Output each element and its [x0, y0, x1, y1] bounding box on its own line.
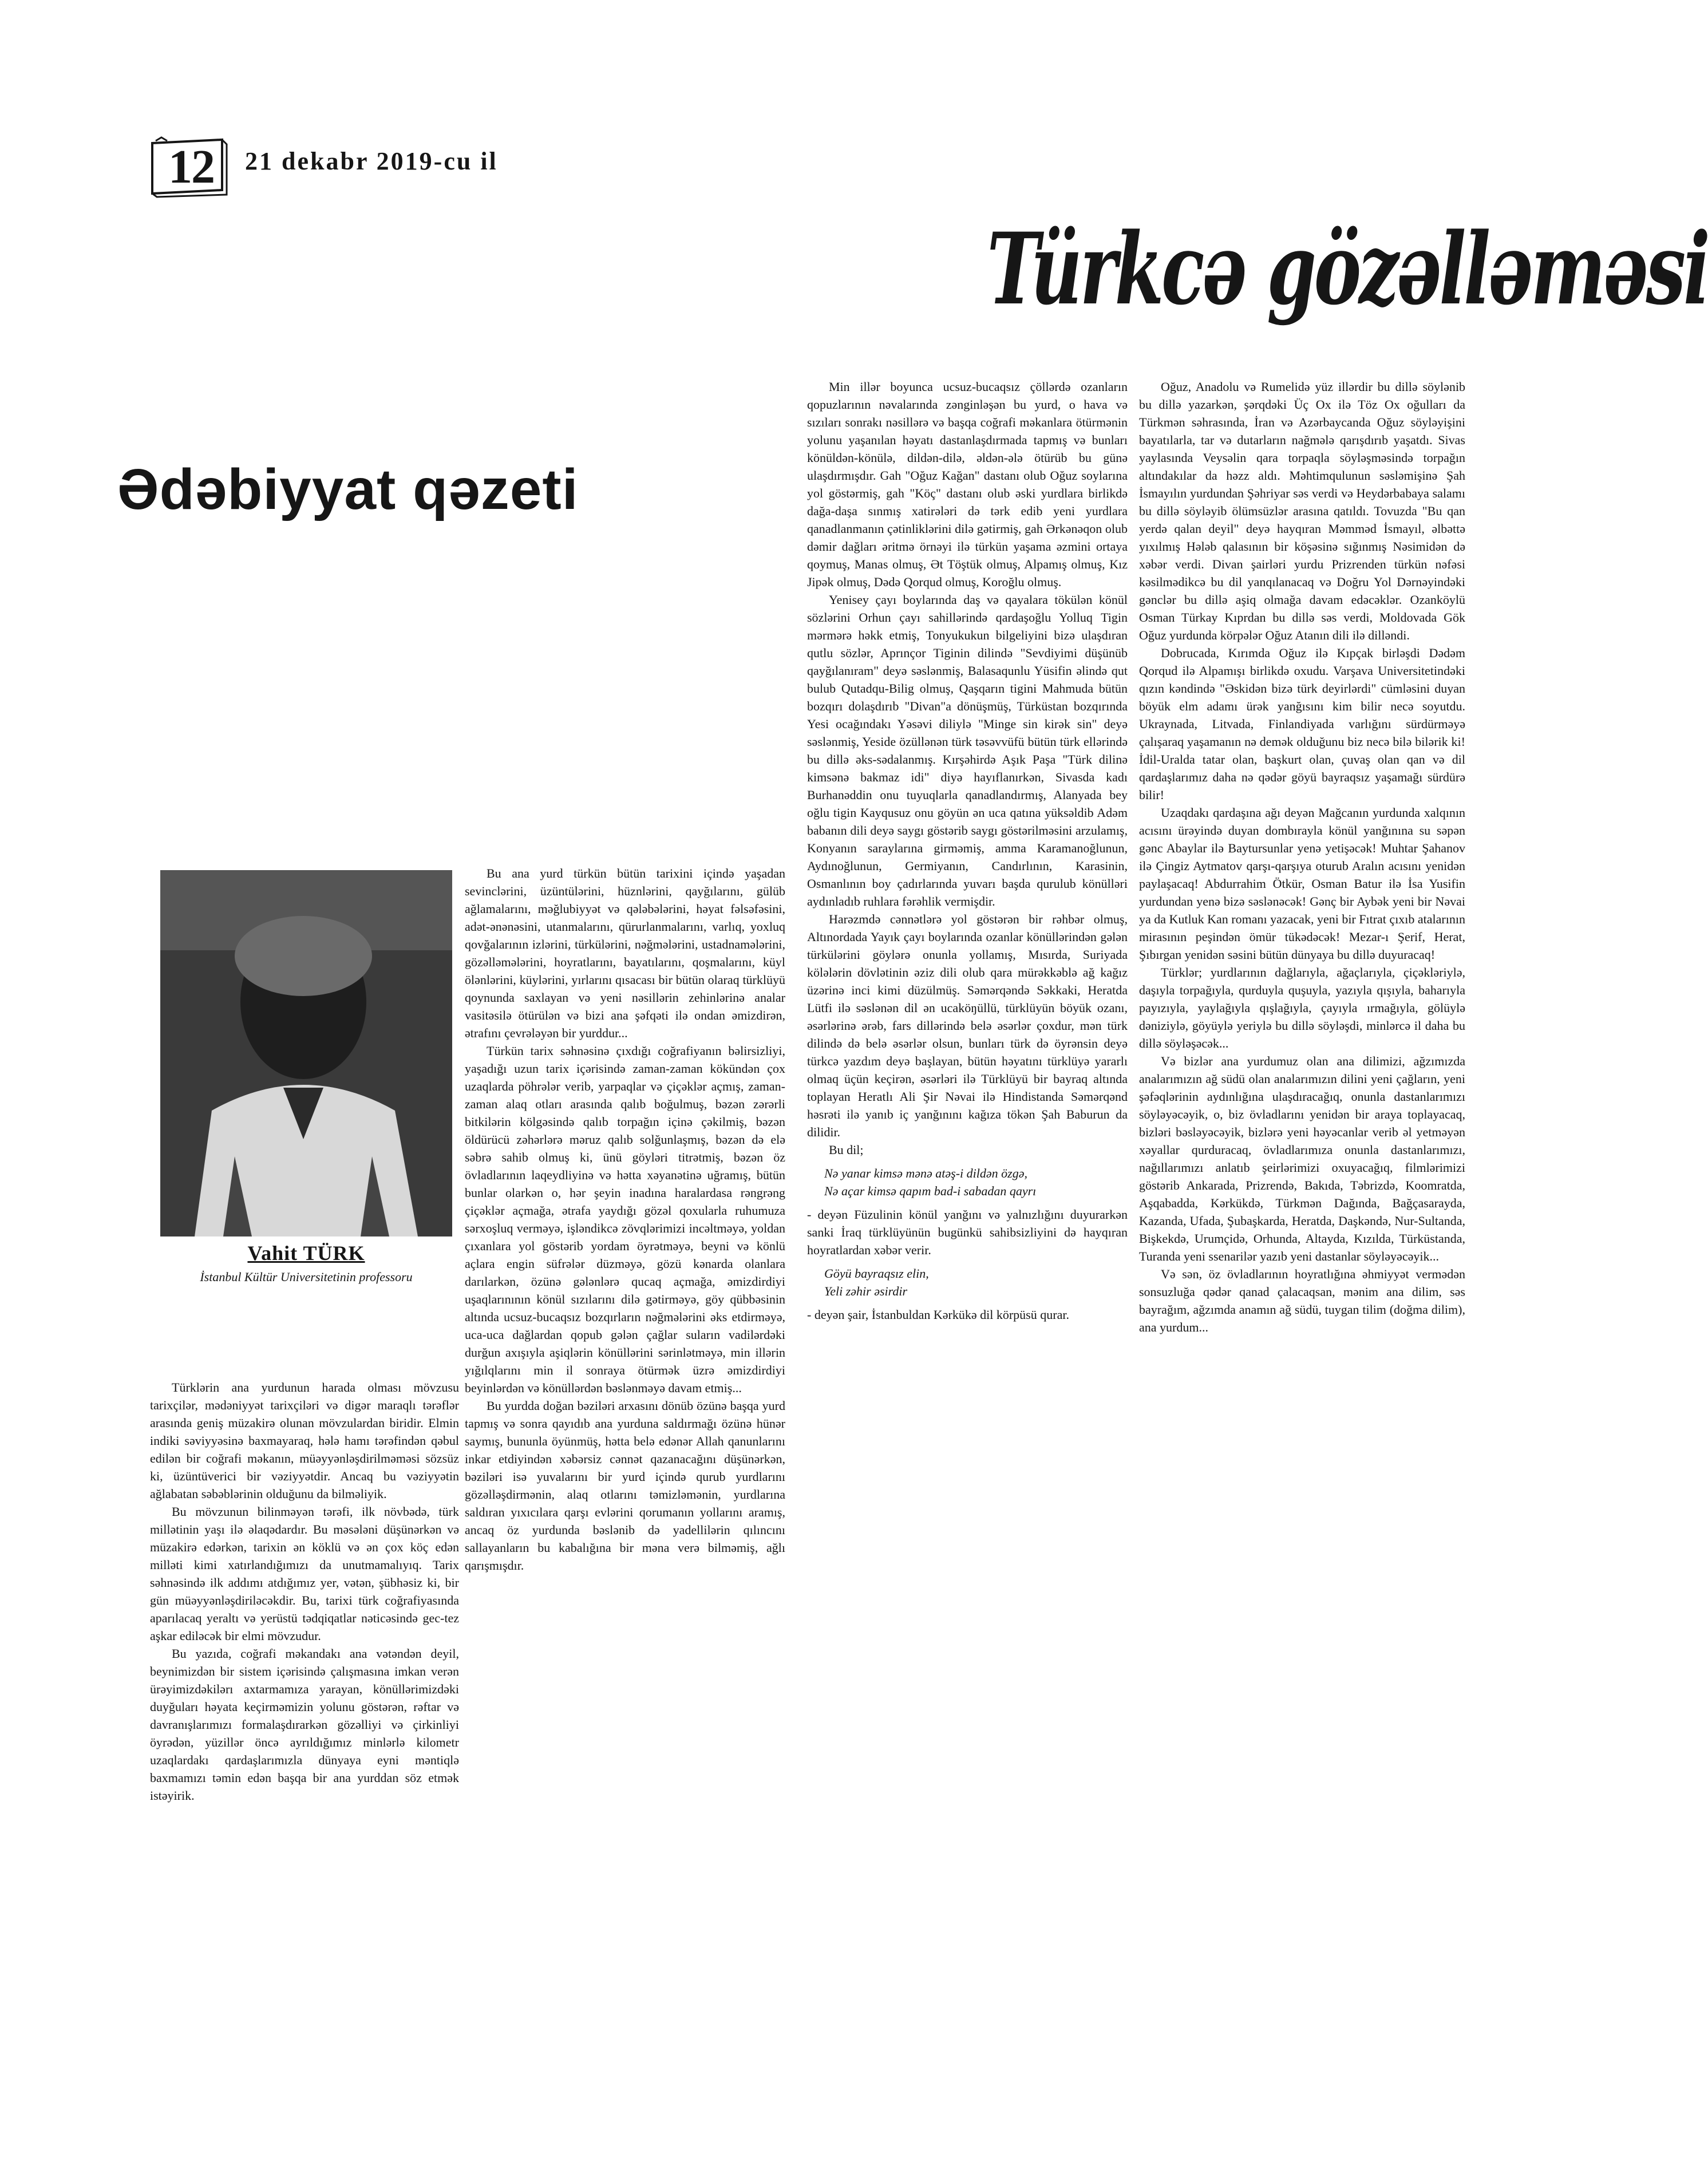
- paragraph: Bu mövzunun bilinməyən tərəfi, ilk növbədə, türk millətinin yaşı ilə əlaqədardır. Bu məsələni düşünərkən və müzakirə edərkən, tarixin ən köklü və ən çox köç edən milləti kimi xatırlandığımızı da unutmamalıyıq. Tarix səhnəsində ilk addımı atdığımız yer, vətən, şübhəsiz ki, bir gün müəyyənləşdiriləcəkdir. Bu, tarixi türk coğrafiyasında aparılacaq yeraltı və yerüstü tədqiqatlar nəticəsində gec-tez aşkar ediləcək bir elmi mövzudur.: [150, 1504, 459, 1643]
- paragraph: Və bizlər ana yurdumuz olan ana dilimizi, ağzımızda analarımızın ağ südü olan analarımızın dilini yeni çağların, yeni şəfəqlərinin aydınlığına ulaşdıracağıq, onunla dastanlarımızı söyləyəcəyik, o, biz övladlarını yenidən bir araya toplayacaq, bizləri bəsləyəcəyik, bizlərə yeni həyəcanlar verib əl yetməyən xəyallar qurduracaq, övladlarımıza onunla dastanlarımızı, nağıllarımızı anlatıb şeirlərimizi oxuyacağıq, filmlərimizi göstərib Ankarada, Prizrendə, Bakıda, Təbrizdə, Koomratda, Aşqabadda, Kərkükdə, Türkmən Dağında, Bağçasarayda, Kazanda, Ufada, Şubaşkarda, Heratda, Daşkəndə, Nur-Sultanda, Bişkekdə, Urumçidə, Orhunda, Altayda, Kızılda, Türküstanda, Turanda yeni ssenarilər yazıb yeni dastanlar söyləyəcəyik...: [1139, 1054, 1465, 1263]
- paragraph: Türklərin ana yurdunun harada olması mövzusu tarixçilər, mədəniyyət tarixçiləri və digər maraqlı tərəflər arasında geniş müzakirə olunan mövzulardan biridir. Elmin indiki səviyyəsinə baxmayaraq, hələ hamı tərəfindən qəbul edilən bir coğrafi məkanın, müəyyənləşdirilməməsi sözsüz ki, üzüntüverici bir vəziyyətdir. Ancaq bu vəziyyətin ağlabatan səbəblərinin olduğunu da bilməliyik.: [150, 1380, 459, 1501]
- poem-line: Göyü bayraqsız elin,: [824, 1266, 929, 1281]
- paragraph: Min illər boyunca ucsuz-bucaqsız çöllərdə ozanların qopuzlarının nəvalarında zənginləşən bu yurd, o hava və sızıları sonrakı nəsillərə və başqa coğrafi məkanlara ötürmənin yolunu yaşanılan həyatı dastanlaşdırmada tapmış və bunları könüldən-könülə, dildən-dilə, əldən-ələ ötürüb bu günə ulaşdırmışdır. Gah "Oğuz Kağan" dastanı olub Oğuz soylarına yol göstərmiş, gah "Köç" dastanı olub əski yurdlara birlikdə dağa-daşa sınmış xatirələri də tərk edib yeni yurdlara qanadlanmanın çətinliklərini dilə gətirmiş, gah Ərkənəqon olub dəmir dağları əritmə örnəyi ilə türkün yaşama əzmini ortaya qoymuş, Manas olmuş, Ət Töştük olmuş, Alpamış olmuş, Kız Jipək olmuş, Dədə Qorqud olmuş, Koroğlu olmuş.: [807, 380, 1128, 589]
- article-column-4: [1139, 378, 1465, 1336]
- author-name: Vahit TÜRK: [247, 1242, 365, 1265]
- poem-quote-1: [807, 1164, 1128, 1200]
- paragraph: Və sən, öz övladlarının hoyratlığına əhmiyyət vermədən sonsuzluğa qədər qanad çalacaqsan, mənim ana dilim, səs bayrağım, ağzımda anamın ağ südü, tuygan tilim (doğma dilim), ana yurdum...: [1139, 1267, 1465, 1334]
- paragraph: Dobrucada, Kırımda Oğuz ilə Kıpçak birləşdi Dədəm Qorqud ilə Alpamışı birlikdə oxudu. Varşava Universitetindəki qızın kəndində "Əskidən bizə türk deyirlərdi" cümləsini duyan böyük elm adamı ürək yanğısını kim bilir necə soyutdu. Ukraynada, Litvada, Finlandiyada varlığını sürdürməyə çalışaraq yaşamanın nə demək olduğunu biz necə bilə bilərik ki! İdil-Uralda tatar olan, başkurt olan, çuvaş olan qan və dil qardaşlarımız daha nə qədər göyü bayraqsız yaşamağı sürdürə bilir!: [1139, 646, 1465, 802]
- paragraph: Bu yurdda doğan bəziləri arxasını dönüb özünə başqa yurd tapmış və sonra qayıdıb ana yurduna saldırmağı özünə hünər saymış, bununla öyünmüş, hətta belə edənər Allah qanunlarını inkar etdiyindən xəbərsiz cənnət qazanacağını düşünərkən, bəziləri isə yuvalarını bir yurd içində qurub yurdlarını gözəlləşdirmənin, alaq otlarını təmizləmənin, yurdlarına saldıran yıxıcılara qarşı evlərini qorumanın yollarını aramış, ancaq öz yurdunda bəslənib də yadellilərin qılıncını sallayanların bu kabalığına bir məna verə bilməmiş, ağlı qarışmışdır.: [465, 1399, 785, 1573]
- page-number: 12: [168, 140, 214, 193]
- paragraph: Oğuz, Anadolu və Rumelidə yüz illərdir bu dillə söylənib bu dillə yazarkən, şərqdəki Üç Ox ilə Töz Ox oğulları da Türkmən səhrasında, İran və Azərbaycanda Oğuz söyləyişini bayatılarla, tar və dutarların nağmələ qarışdırıb yaşatdı. Sivas yaylasında Veysəlin qara torpaqla söyləşməsində torpağın altındakılar da həzz aldı. Məhtimqulunun səsləmişinə Şah İsmayılın yurdundan Şəhriyar səs verdi və Heydərbabaya salamı bu dillə söyləyib ölümsüzlər arasına qatıldı. Tovuzda "Bu qan yerdə qalan deyil" deyə hayqıran Məmməd İsmayıl, əlbəttə yıxılmış Hələb qalasının bir köşəsinə sığınmış Nəsimidən də xəbər verdi. Divan şairləri yurdu Prizrenden türkün nəfəsi kəsilmədikcə bu dil yanqılanacaq və Doğru Yol Dərnəyindəki gənclər bu dillə aşiq olmağa davam edəcəklər. Ozanköylü Osman Türkay Kıprdan bu dillə səs verdi, Moldovada Gök Oğuz yurdunda körpələr Oğuz Atanın dili ilə dilləndi.: [1139, 380, 1465, 642]
- poem-line: Yeli zəhir əsirdir: [824, 1284, 908, 1298]
- issue-date: 21 dekabr 2019-cu il: [245, 147, 498, 175]
- author-title: İstanbul Kültür Universitetinin professoru: [200, 1270, 413, 1284]
- article-column-2: [465, 864, 785, 1574]
- page-number-badge: [150, 137, 229, 197]
- paragraph: Bu dil;: [829, 1143, 864, 1157]
- author-photo: [160, 870, 452, 1236]
- paragraph: Harəzmdə cənnətlərə yol göstərən bir rəhbər olmuş, Altınordada Yayık çayı boylarında ozanlar könüllərindən gələn türkülərini göylərə onunla yollamış, Mısırda, Suriyada kölələrin dövlətinin əziz dili olub qara mürəkkəblə ağ kağız üzərinə inci kimi düzülmüş. Səmərqəndə Səkkaki, Heratda Lütfi ilə səslənən dil ən ucaköŋüllü, türklüyün böyük ozanı, əsərlərinə ərəb, fars dillərində belə əsərlər çoxdur, mən türk dilində də belə əsərlər olsun, bunları türk də öyrənsin deyə türkcə yazdım deyə başlayan, bütün həyatını türklüyə yararlı olmaq üçün keçirən, əsərləri ilə Türklüyü bir bayraq altında toplayan Heratlı Ali Şir Nəvai ilə Hindistanda Səmərqənd həsrəti ilə yanıb iç yanğınını kağıza tökən Şah Baburun da dilidir.: [807, 912, 1128, 1139]
- paragraph: Bu ana yurd türkün bütün tarixini içində yaşadan sevinclərini, üzüntülərini, hüznlərini, qayğılarını, gülüb ağlamalarını, məğlubiyyət və qələbələrini, həyat fəlsəfəsini, adət-ənənəsini, utanmalarını, qürurlanmalarını, varlıq, yoxluq qovğalarının izlərini, türkülərini, nəğmələrini, ustadnamələrini, gözəlləmələrini, hoyratlarını, bayatılarını, qoşmalarını, küyl ölənlərini, küylərini, yırlarını qısacası bir bütün olaraq türklüyü qoynunda saxlayan və yeni nəsillərin zehinlərinə analar vasitəsilə ötürülən və bizi ana şəfqəti ilə ondan əmizdirən, ətrafını çevrələyən bir yurddur...: [465, 866, 785, 1040]
- article-column-1: [150, 1378, 459, 1804]
- article-column-3: [807, 378, 1128, 1324]
- paragraph: Türklər; yurdlarının dağlarıyla, ağaçlarıyla, çiçəkləriylə, daşıyla torpağıyla, qurduyla quşuyla, yazıyla qışıyla, baharıyla payızıyla, yaylağıyla qışlağıyla, çayıyla ırmağıyla, gölüylə dəniziylə, göyüylə yeriylə bu dillə söyləşdi, minlərcə il daha bu dillə söyləşəcək...: [1139, 965, 1465, 1050]
- poem-quote-2: [807, 1265, 1128, 1300]
- poem-line: Nə yanar kimsə mənə atəş-i dildən özgə,: [824, 1166, 1027, 1180]
- paragraph: Türkün tarix səhnəsinə çıxdığı coğrafiyanın bəlirsizliyi, yaşadığı uzun tarix içərisində zaman-zaman kökündən çox uzaqlarda pöhrələr verib, yarpaqlar və çiçəklər açmış, zaman-zaman alaq otları arasında qalıb boğulmuş, bəzən zərərli bitkilərin kölgəsində qalıb torpağın içinə çəkilmiş, bəzən öldürücü zəhərlərə məruz qalıb solğunlaşmış, bəzən də elə səbrə sahib olmuş ki, ünü göyləri titrətmiş, bəzən öz övladlarının laqeydliyinə və hətta xəyanətinə uğramış, bütün bunlar olarkən o, hər şeyin inadına haralardasa rəngrəng çiçəklər açmağa, ətrafa yaydığı gözəl qoxularla ruhumuza sərxoşluq verməyə, işləndikcə zövqlərimizi incəltməyə, yoldan çıxanlara yol göstərib yordam öyrətməyə, beyni və könlü açlara engin süfrələr düzməyə, gözü kənarda olanlara darılarkən, özünə gələnlərə qucaq açmağa, əmizdirdiyi uşaqlarınının könül sızılarını dilə gətirməyə, göy qübbəsinin altında ucsuz-bucaqsız bozqırların nəğmələrini əks etdirməyə, uca-uca dağlardan qopub gələn çağlar suların vadilərdəki durğun axışıyla aşiqlərin könüllərini sərinlətməyə, min illərin yığılqlarını min il sonraya ötürmək üzrə əmizdirdiyi beyinlərdən və könüllərdən bəslənməyə davam etmiş...: [465, 1044, 785, 1395]
- paragraph: Bu yazıda, coğrafi məkandakı ana vətəndən deyil, beynimizdən bir sistem içərisində çalışmasına imkan verən ürəyimizdəkilərı axtarmamıza yarayan, könüllərimizdəki duyğuları həyata keçirməmizin yolunu göstərən, rəftar və davranışlarımızı formalaşdırarkən gözəlliyi və çirkinliyi öyrədən, yüzillər öncə ayrıldığımız minlərlə kilometr uzaqlardakı qardaşlarımızla dünyaya eyni məntiqlə baxmamızı təmin edən başqa bir ana yurddan söz etmək istəyirik.: [150, 1646, 459, 1803]
- paragraph: - deyən şair, İstanbuldan Kərkükə dil körpüsü qurar.: [807, 1307, 1069, 1322]
- poem-line: Nə açar kimsə qapım bad-i sabadan qayrı: [824, 1184, 1037, 1198]
- paragraph: Uzaqdakı qardaşına ağı deyən Mağcanın yurdunda xalqının acısını ürəyində duyan dombırayla könül yanğınına su səpən gənc Abaylar ilə Baytursunlar yenə yetişəcək! Muhtar Şahanov ilə Çingiz Aytmatov qarşı-qarşıya oturub Aralın acısını yenidən paylaşacaq! Abdurrahim Ötkür, Osman Batur ilə İsa Yusifin yurdundan yenə bizə səslənəcək! Gənç bir Aybək yeni bir Nəvai ya da Kutluk Kan romanı yazacak, yeni bir Fıtrat çıxıb atalarının mirasının peşindən ömür tükədəcək! Mezar-ı Şerif, Herat, Şıbırgan yenidən səsini bütün dünyaya bu dillə duyuracaq!: [1139, 805, 1465, 962]
- article-title: Türkcə gözəlləməsi: [987, 211, 1708, 327]
- paragraph: - deyən Füzulinin könül yanğını və yalnızlığını duyurarkən sanki İraq türklüyünün bugünkü sahibsizliyini də hayqıran hoyratlardan xəbər verir.: [807, 1207, 1128, 1257]
- publication-name: Ədəbiyyat qəzeti: [117, 457, 579, 522]
- paragraph: Yenisey çayı boylarında daş və qayalara tökülən könül sözlərini Orhun çayı sahillərində qardaşoğlu Yolluq Tigin mərmərə həkk etmiş, Tonyukukun bilgeliyini bizə ulaşdıran qutlu sözlər, Aprınçor Tiginin dilində "Sevdiyimi düşünüb qayğılanıram" deyə səslənmiş, Balasaqunlu Yüsifin əlində qut bulub Qutadqu-Bilig olmuş, Qaşqarın tigini Mahmuda bütün bozqırı dolaşdırıb "Divan"a dönüşmüş, Türküstan bozqırında Yesi ocağındakı Yəsəvi diliylə "Minge sin kirək sin" deyə səslənmiş, Yeside özüllənən türk təsəvvüfü bütün türk ellərində bu dillə əks-sədalanmış. Kırşəhirdə Aşık Paşa "Türk dilinə kimsənə bakmaz idi" diyə hayıflanırkən, Sivasda kadı Burhanəddin onu tuyuqlarla qanadlandırmış, Alanyada bey oğlu tigin Kayqusuz onu göyün ən uca qatına yüksəldib Adəm babanın dili deyə saygı göstərib saygı göstərilməsini arzulamış, Konyanın saraylarına girməmiş, amma Karamanoğlunun, Aydınoğlunun, Germiyanın, Candırlının, Karasinin, Osmanlının boy çadırlarında yuvarı başda qurulub könülləri aydınladıb ruhlara fərəhlik vermişdir.: [807, 592, 1128, 908]
